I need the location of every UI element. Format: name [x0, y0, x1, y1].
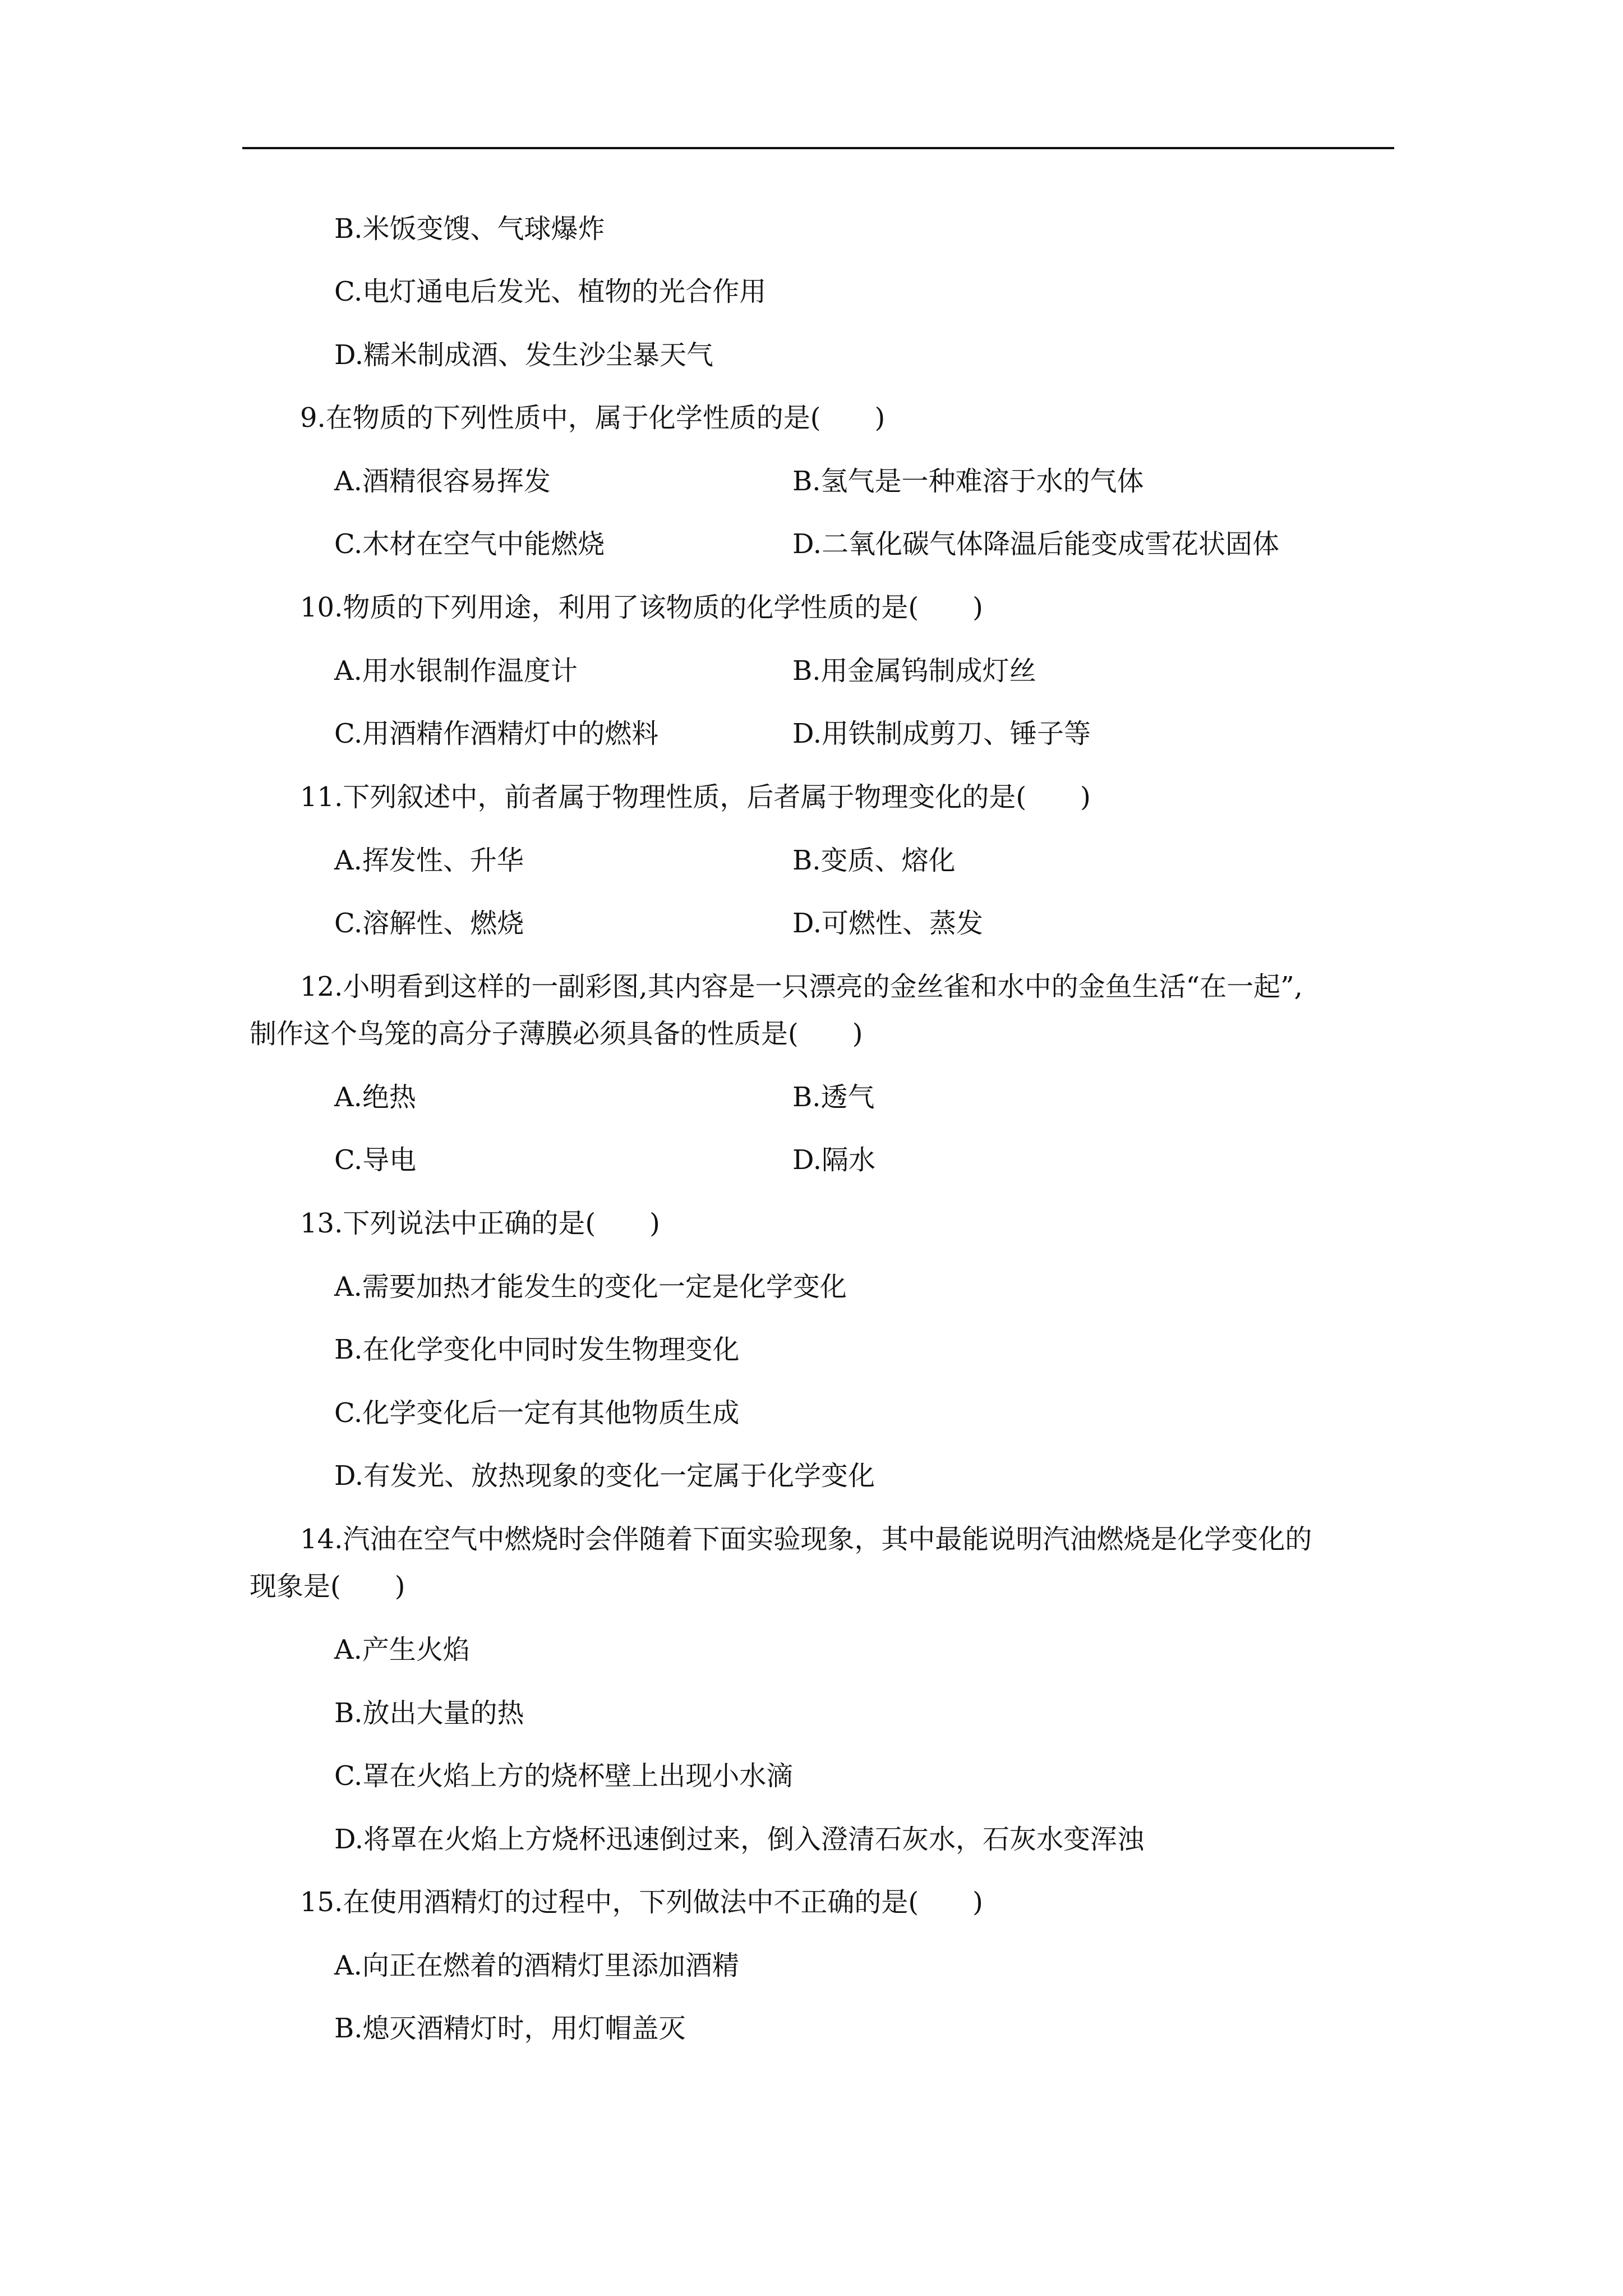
q14-option-d: D.将罩在火焰上方烧杯迅速倒过来，倒入澄清石灰水，石灰水变浑浊 — [334, 1824, 1145, 1855]
q8-option-c: C.电灯通电后发光、植物的光合作用 — [334, 276, 767, 307]
q13-option-c: C.化学变化后一定有其他物质生成 — [334, 1397, 740, 1429]
q15-option-b: B.熄灭酒精灯时，用灯帽盖灭 — [334, 2013, 686, 2044]
header-rule — [242, 147, 1394, 149]
q14-stem-line-2: 现象是( ) — [250, 1571, 405, 1602]
q8-option-b: B.米饭变馊、气球爆炸 — [334, 213, 605, 245]
q14-stem-line-1: 14.汽油在空气中燃烧时会伴随着下面实验现象，其中最能说明汽油燃烧是化学变化的 — [300, 1524, 1312, 1555]
q11-option-b: B.变质、熔化 — [792, 845, 956, 876]
q11-option-d: D.可燃性、蒸发 — [792, 908, 984, 939]
q13-option-b: B.在化学变化中同时发生物理变化 — [334, 1334, 740, 1365]
q15-option-a: A.向正在燃着的酒精灯里添加酒精 — [334, 1950, 739, 1981]
q15-stem: 15.在使用酒精灯的过程中，下列做法中不正确的是( ) — [300, 1887, 983, 1918]
q14-option-b: B.放出大量的热 — [334, 1697, 524, 1729]
q12-stem-line-2: 制作这个鸟笼的高分子薄膜必须具备的性质是( ) — [250, 1018, 863, 1050]
q12-stem-line-1: 12.小明看到这样的一副彩图,其内容是一只漂亮的金丝雀和水中的金鱼生活“在一起”, — [300, 971, 1303, 1002]
q9-option-b: B.氢气是一种难溶于水的气体 — [792, 466, 1144, 497]
q10-option-c: C.用酒精作酒精灯中的燃料 — [334, 718, 659, 749]
q12-option-b: B.透气 — [792, 1082, 875, 1113]
q10-option-b: B.用金属钨制成灯丝 — [792, 655, 1036, 687]
q9-option-c: C.木材在空气中能燃烧 — [334, 528, 605, 560]
q11-option-a: A.挥发性、升华 — [334, 845, 524, 876]
q11-stem: 11.下列叙述中，前者属于物理性质，后者属于物理变化的是( ) — [300, 781, 1091, 813]
q10-option-a: A.用水银制作温度计 — [334, 655, 578, 687]
q13-option-a: A.需要加热才能发生的变化一定是化学变化 — [334, 1271, 847, 1303]
q12-option-a: A.绝热 — [334, 1082, 416, 1113]
q12-option-d: D.隔水 — [792, 1144, 876, 1176]
q10-option-d: D.用铁制成剪刀、锤子等 — [792, 718, 1091, 749]
q11-option-c: C.溶解性、燃烧 — [334, 908, 524, 939]
q13-stem: 13.下列说法中正确的是( ) — [300, 1208, 660, 1239]
q12-option-c: C.导电 — [334, 1144, 417, 1176]
q9-stem: 9.在物质的下列性质中，属于化学性质的是( ) — [300, 402, 886, 434]
q8-option-d: D.糯米制成酒、发生沙尘暴天气 — [334, 339, 714, 371]
q14-option-a: A.产生火焰 — [334, 1634, 470, 1665]
q9-option-a: A.酒精很容易挥发 — [334, 466, 551, 497]
q9-option-d: D.二氧化碳气体降温后能变成雪花状固体 — [792, 528, 1280, 560]
q13-option-d: D.有发光、放热现象的变化一定属于化学变化 — [334, 1460, 875, 1492]
q10-stem: 10.物质的下列用途，利用了该物质的化学性质的是( ) — [300, 592, 983, 623]
q14-option-c: C.罩在火焰上方的烧杯壁上出现小水滴 — [334, 1760, 794, 1792]
